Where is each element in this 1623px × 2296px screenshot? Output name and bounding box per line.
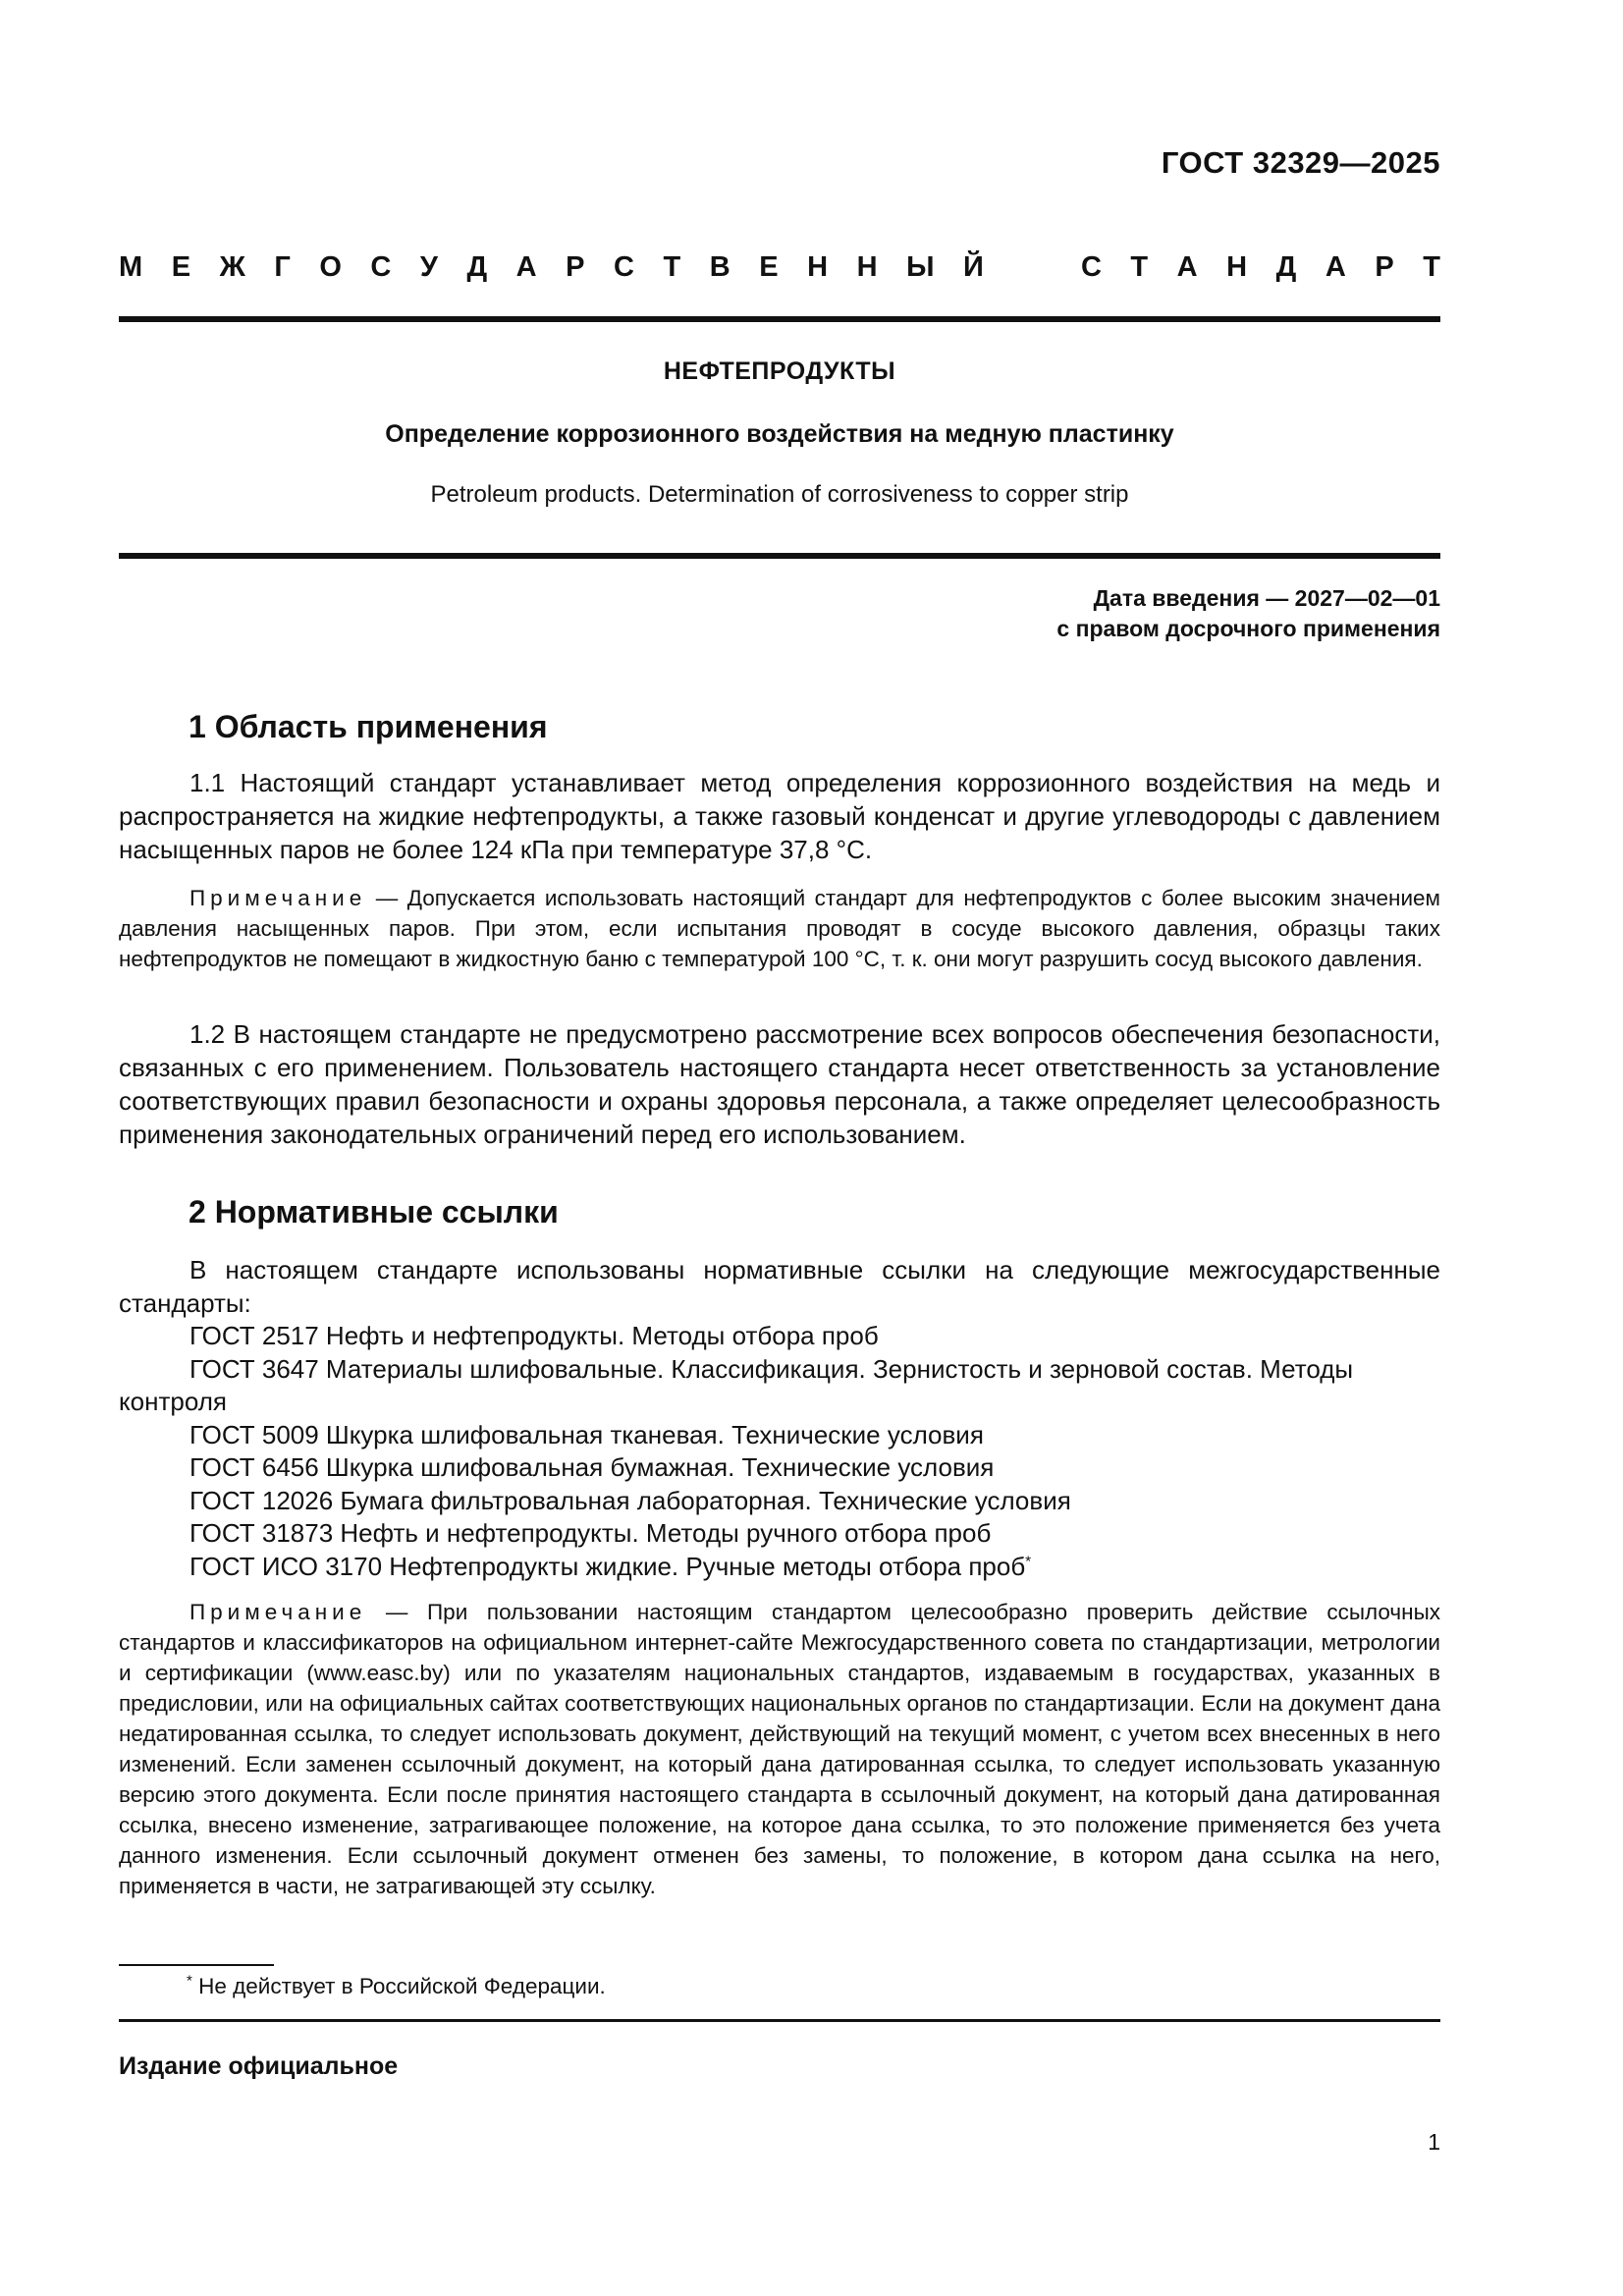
standard-kind-letter: Г xyxy=(274,251,291,283)
standard-kind-letter: Е xyxy=(171,251,191,283)
standard-kind-letter: С xyxy=(370,251,392,283)
standard-kind-letter: Н xyxy=(807,251,829,283)
standard-kind-letter: Д xyxy=(466,251,488,283)
standard-kind-letter: У xyxy=(419,251,438,283)
references-intro: В настоящем стандарте использованы нормативные ссылки на следующие межгосударственные стандарты: xyxy=(119,1255,1440,1318)
standard-kind-letter: А xyxy=(515,251,537,283)
section-heading-scope: 1 Область применения xyxy=(189,709,548,744)
note-label: Примечание xyxy=(189,1600,367,1624)
note-text: — При пользовании настоящим стандартом целесообразно проверить действие ссылочных стандартов и классификаторов на официальном интернет-сайте Межгосударственного совета по стандартизации, метрологии и сертификации (www.easc.by) или по указателям национальных стандартов, издаваемым в государствах, указанных в предисловии, или на официальных сайтах соответствующих национальных органов по стандартизации. Если на документ дана недатированная ссылка, то следует использовать документ, действующий на текущий момент, с учетом всех внесенных в него изменений. Если заменен ссылочный документ, на который дана датированная ссылка, то следует использовать указанную версию этого документа. Если после принятия настоящего стандарта в ссылочный документ, на который дана датированная ссылка, внесено изменение, затрагивающее положение, на которое дана ссылка, то это положение применяется без учета данного изменения. Если ссылочный документ отменен без замены, то положение, в котором дана ссылка на него, применяется в части, не затрагивающей эту ссылку. xyxy=(119,1600,1440,1898)
document-number: ГОСТ 32329—2025 xyxy=(1161,145,1440,180)
scope-note xyxy=(119,883,1440,974)
standard-kind-letter: А xyxy=(1176,251,1198,283)
note-text: — Допускается использовать настоящий стандарт для нефтепродуктов с более высоким значением давления насыщенных паров. При этом, если испытания проводят в сосуде высокого давления, образцы таких нефтепродуктов не помещают в жидкостную баню с температурой 100 °С, т. к. они могут разрушить сосуд высокого давления. xyxy=(119,886,1440,971)
early-use-note: с правом досрочного применения xyxy=(1056,616,1440,641)
document-title-english: Petroleum products. Determination of corrosiveness to copper strip xyxy=(430,481,1129,508)
standard-kind-letter: Р xyxy=(566,251,585,283)
note-label: Примечание xyxy=(189,886,367,910)
reference-item: ГОСТ 31873 Нефть и нефтепродукты. Методы ручного отбора проб xyxy=(189,1518,992,1548)
standard-kind-letter: Ы xyxy=(906,251,935,283)
standard-kind-letter: Е xyxy=(759,251,779,283)
document-title: НЕФТЕПРОДУКТЫ xyxy=(663,357,896,385)
standard-kind-letter: Н xyxy=(856,251,878,283)
header-divider xyxy=(119,316,1440,322)
standard-kind-label xyxy=(119,251,1440,284)
edition-label: Издание официальное xyxy=(119,2052,399,2080)
footnote xyxy=(187,1974,606,1999)
standard-kind-letter: Д xyxy=(1275,251,1297,283)
reference-list xyxy=(119,1320,1440,1583)
footnote-mark: * xyxy=(1025,1552,1032,1569)
document-subtitle: Определение коррозионного воздействия на медную пластинку xyxy=(385,420,1174,448)
standard-kind-letter: Т xyxy=(663,251,681,283)
clause-1-1: 1.1 Настоящий стандарт устанавливает метод определения коррозионного воздействия на медь и распространяется на жидкие нефтепродукты, а также газовый конденсат и другие углеводороды с давлением насыщенных паров не более 124 кПа при температуре 37,8 °С. xyxy=(119,768,1440,864)
introduction-date: Дата введения — 2027—02—01 xyxy=(1093,585,1440,611)
standard-kind-letter: Ж xyxy=(219,251,245,283)
standard-kind-letter: А xyxy=(1325,251,1346,283)
reference-item: ГОСТ 3647 Материалы шлифовальные. Классификация. Зернистость и зерновой состав. Методы контроля xyxy=(119,1353,1354,1416)
section-heading-references: 2 Нормативные ссылки xyxy=(189,1194,559,1230)
introduction-date-block xyxy=(1056,583,1440,644)
standard-kind-letter: М xyxy=(119,251,143,283)
standard-kind-letter: Т xyxy=(1130,251,1149,283)
standard-kind-letter: О xyxy=(319,251,342,283)
standard-kind-gap xyxy=(1012,251,1052,284)
standard-kind-letter: Р xyxy=(1375,251,1394,283)
standard-kind-letter: С xyxy=(1080,251,1102,283)
standard-kind-letter: Н xyxy=(1226,251,1248,283)
footnote-text: Не действует в Российской Федерации. xyxy=(191,1974,606,1998)
reference-text: ГОСТ ИСО 3170 Нефтепродукты жидкие. Ручные методы отбора проб xyxy=(189,1551,1026,1581)
reference-item: ГОСТ 5009 Шкурка шлифовальная тканевая. Технические условия xyxy=(189,1419,984,1449)
references-note xyxy=(119,1597,1440,1901)
clause-1-2: 1.2 В настоящем стандарте не предусмотрено рассмотрение всех вопросов обеспечения безопасности, связанных с его применением. Пользователь настоящего стандарта несет ответственность за установление соответствующих правил безопасности и охраны здоровья персонала, а также определяет целесообразность применения законодательных ограничений перед его использованием. xyxy=(119,1019,1440,1149)
title-divider xyxy=(119,553,1440,559)
standard-kind-letter: Т xyxy=(1423,251,1440,283)
reference-item: ГОСТ 2517 Нефть и нефтепродукты. Методы отбора проб xyxy=(189,1321,879,1350)
reference-item: ГОСТ 12026 Бумага фильтровальная лабораторная. Технические условия xyxy=(189,1485,1071,1515)
standard-kind-letter: В xyxy=(709,251,730,283)
standard-kind-letter: С xyxy=(614,251,634,283)
footer-divider xyxy=(119,2019,1440,2022)
page-number: 1 xyxy=(1428,2129,1440,2155)
footnote-divider xyxy=(119,1964,274,1966)
standard-kind-letter: Й xyxy=(963,251,984,283)
footnote-mark: * xyxy=(187,1972,192,1990)
reference-item: ГОСТ 6456 Шкурка шлифовальная бумажная. Технические условия xyxy=(189,1452,995,1482)
reference-item-last xyxy=(119,1551,1440,1584)
